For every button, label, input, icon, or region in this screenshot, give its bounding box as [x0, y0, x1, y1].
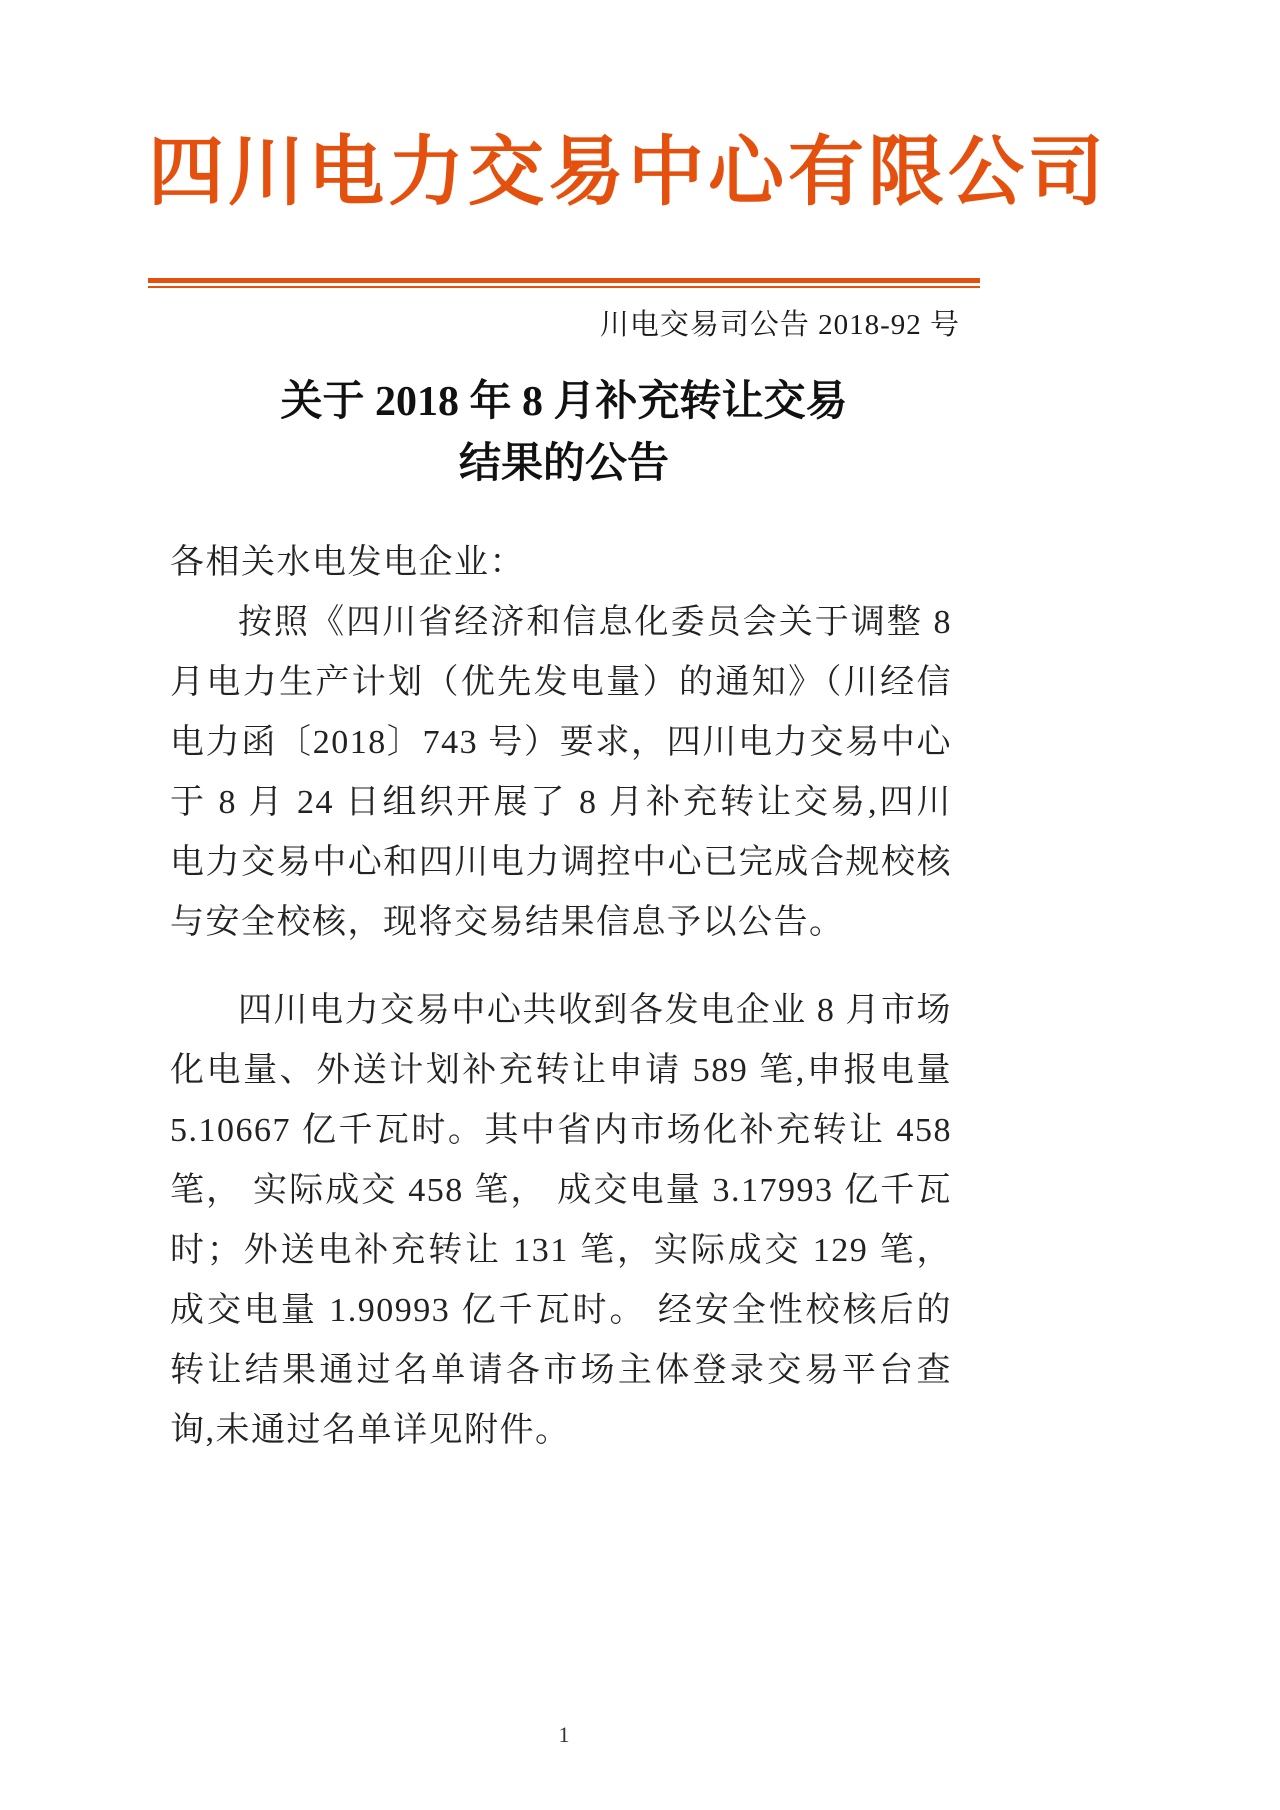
page-number: 1 [558, 1722, 570, 1747]
letterhead-divider-rule [148, 278, 980, 288]
body-paragraph-1: 按照《四川省经济和信息化委员会关于调整 8 月电力生产计划（优先发电量）的通知》（川经信电力函〔2018〕743 号）要求，四川电力交易中心于 8 月 24 日组织开展了 8 月补充转让交易,四川电力交易中心和四川电力调控中心已完成合规校核与安全校核，现将交易结果信息予以公告。 [170, 604, 952, 941]
salutation-line: 各相关水电发电企业： [170, 544, 525, 581]
document-body [148, 533, 980, 1461]
company-letterhead-title: 四川电力交易中心有限公司 [148, 131, 1108, 215]
document-content [148, 0, 1108, 1461]
announcement-title-line2: 结果的公告 [458, 441, 669, 487]
document-number: 川电交易司公告 2018-92 号 [599, 309, 960, 341]
body-paragraph-2: 四川电力交易中心共收到各发电企业 8 月市场化电量、外送计划补充转让申请 589 笔,申报电量 5.10667 亿千瓦时。其中省内市场化补充转让 458 笔， 实际成交 458 笔， 成交电量 3.17993 亿千瓦时；外送电补充转让 131 笔，实际成交 129 笔， 成交电量 1.90993 亿千瓦时。 经安全性校核后的转让结果通过名单请各市场主体登录交易平台查询,未通过名单详见附件。 [170, 992, 952, 1449]
announcement-title-line1: 关于 2018 年 8 月补充转让交易 [280, 379, 848, 425]
announcement-title [148, 371, 980, 495]
